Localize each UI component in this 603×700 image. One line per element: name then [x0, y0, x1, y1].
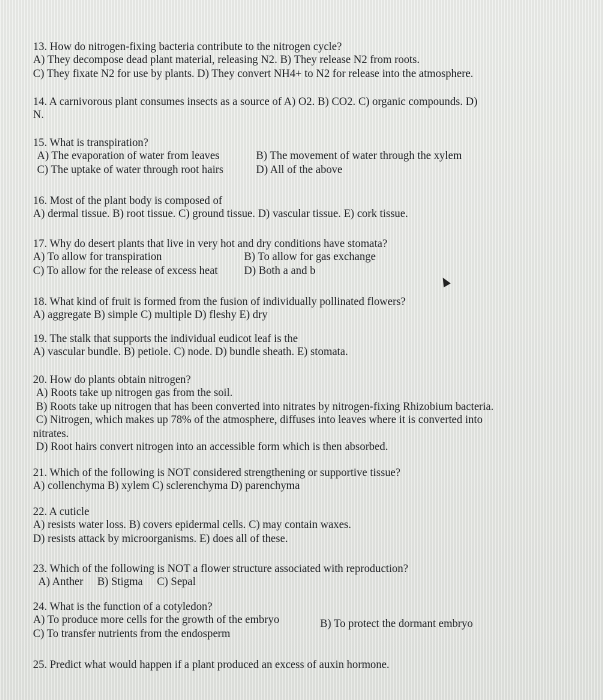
answer-option: D) All of the above	[256, 163, 343, 176]
question-19	[33, 333, 348, 360]
question-prompt: 17. Why do desert plants that live in very hot and dry conditions have stomata?	[33, 238, 388, 250]
answer-line: A) aggregate B) simple C) multiple D) fleshy E) dry	[33, 309, 268, 322]
mouse-cursor-icon	[439, 276, 450, 288]
question-prompt: 23. Which of the following is NOT a flower structure associated with reproduction?	[33, 563, 409, 575]
answer-line: D) Root hairs convert nitrogen into an accessible form which is then absorbed.	[36, 440, 389, 453]
question-prompt: 13. How do nitrogen-fixing bacteria contribute to the nitrogen cycle?	[33, 41, 342, 53]
answer-line: B) Roots take up nitrogen that has been converted into nitrates by nitrogen-fixing Rhizobium bacteria.	[36, 400, 494, 413]
question-23	[33, 563, 408, 590]
answer-line: nitrates.	[33, 427, 69, 440]
question-prompt: 18. What kind of fruit is formed from the fusion of individually pollinated flowers?	[33, 296, 406, 308]
question-13	[33, 41, 473, 81]
question-16	[33, 195, 408, 222]
answer-option: A) To produce more cells for the growth of the embryo	[33, 614, 280, 627]
question-17	[33, 238, 387, 278]
question-21	[33, 467, 400, 494]
question-20	[33, 374, 494, 454]
question-prompt: 22. A cuticle	[33, 506, 90, 518]
answer-option: C) The uptake of water through root hairs	[37, 163, 224, 176]
question-25	[33, 659, 389, 672]
question-prompt: 16. Most of the plant body is composed of	[33, 195, 223, 207]
answer-line: D) resists attack by microorganisms. E) does all of these.	[33, 532, 288, 545]
answer-line: A) Roots take up nitrogen gas from the soil.	[36, 387, 233, 400]
answer-line: C) Nitrogen, which makes up 78% of the atmosphere, diffuses into leaves where it is converted into	[36, 414, 483, 427]
answer-option: C) To allow for the release of excess heat	[33, 264, 218, 277]
answer-option: C) To transfer nutrients from the endosperm	[33, 627, 231, 640]
question-prompt: 25. Predict what would happen if a plant produced an excess of auxin hormone.	[33, 659, 390, 671]
answer-line: A) resists water loss. B) covers epidermal cells. C) may contain waxes.	[33, 519, 352, 532]
answer-line: A) They decompose dead plant material, releasing N2. B) They release N2 from roots.	[33, 54, 420, 67]
answer-option: B) To allow for gas exchange	[244, 251, 376, 264]
question-prompt: 14. A carnivorous plant consumes insects as a source of A) O2. B) CO2. C) organic compounds. D)	[33, 96, 478, 108]
answer-line: A) Anther B) Stigma C) Sepal	[36, 576, 196, 589]
question-prompt: 24. What is the function of a cotyledon?	[33, 601, 213, 613]
question-24	[33, 601, 473, 641]
answer-line: C) They fixate N2 for use by plants. D) They convert NH4+ to N2 for release into the atmosphere.	[33, 67, 474, 80]
question-prompt: 15. What is transpiration?	[33, 137, 149, 149]
answer-option: D) Both a and b	[244, 264, 316, 277]
question-prompt: 19. The stalk that supports the individual eudicot leaf is the	[33, 333, 298, 345]
answer-line: A) dermal tissue. B) root tissue. C) ground tissue. D) vascular tissue. E) cork tissue.	[33, 208, 409, 221]
answer-line: A) vascular bundle. B) petiole. C) node. D) bundle sheath. E) stomata.	[33, 346, 349, 359]
question-prompt: 20. How do plants obtain nitrogen?	[33, 374, 191, 386]
answer-option: A) To allow for transpiration	[33, 251, 162, 264]
question-prompt: 21. Which of the following is NOT considered strengthening or supportive tissue?	[33, 467, 401, 479]
answer-option: A) The evaporation of water from leaves	[37, 150, 220, 163]
question-14	[33, 96, 477, 123]
answer-option: B) The movement of water through the xylem	[256, 150, 462, 163]
question-22	[33, 506, 351, 546]
question-15	[33, 137, 462, 177]
answer-line: N.	[33, 109, 44, 122]
answer-option: B) To protect the dormant embryo	[320, 618, 473, 631]
question-18	[33, 296, 406, 323]
answer-line: A) collenchyma B) xylem C) sclerenchyma D) parenchyma	[33, 480, 300, 493]
